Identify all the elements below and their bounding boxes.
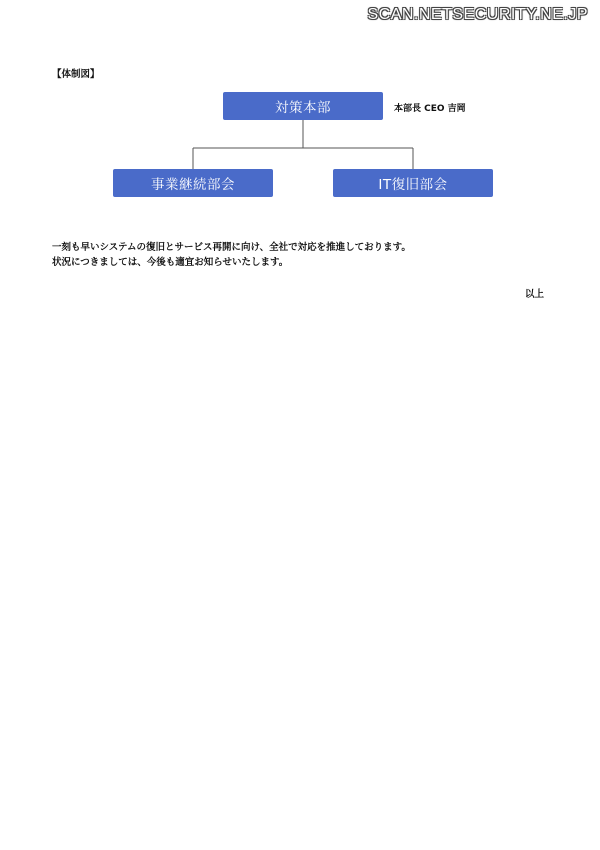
body-text	[52, 240, 411, 270]
closing-mark: 以上	[525, 289, 545, 300]
org-box-it-recovery: IT復旧部会	[333, 169, 493, 197]
org-box-headquarters: 対策本部	[223, 92, 383, 120]
org-head-note: 本部長 CEO 吉岡	[394, 104, 466, 114]
org-chart	[0, 0, 600, 220]
site-watermark: SCAN.NETSECURITY.NE.JP	[367, 6, 588, 23]
org-box-business-continuity: 事業継続部会	[113, 169, 273, 197]
body-line-2: 状況につきましては、今後も適宜お知らせいたします。	[52, 257, 289, 268]
body-line-1: 一刻も早いシステムの復旧とサービス再開に向け、全社で対応を推進しております。	[52, 242, 411, 253]
section-label: 【体制図】	[52, 69, 100, 80]
